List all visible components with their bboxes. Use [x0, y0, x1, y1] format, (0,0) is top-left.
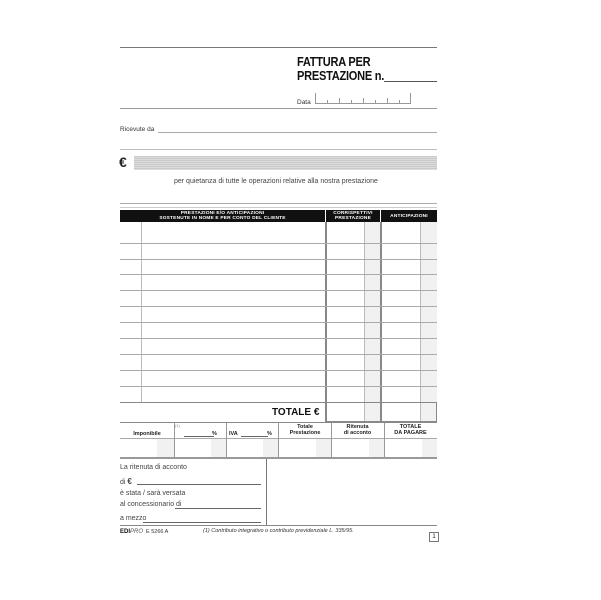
concessionario-field[interactable] — [175, 508, 261, 509]
receipt-note: per quietanza di tutte le operazioni relative alla nostra prestazione — [174, 178, 378, 185]
invoice-title-line2: PRESTAZIONE n. — [297, 68, 385, 83]
received-from-field-line2[interactable] — [120, 149, 437, 150]
section-divider-1 — [120, 203, 437, 204]
table-row[interactable] — [120, 386, 437, 387]
table-header-description: PRESTAZIONI E/O ANTICIPAZIONI SOSTENUTE IN NOME E PER CONTO DEL CLIENTE — [120, 210, 325, 222]
withholding-amount-field[interactable] — [137, 484, 261, 485]
table-row[interactable] — [120, 370, 437, 371]
withholding-line4: al concessionario di — [120, 501, 182, 508]
table-row[interactable] — [120, 290, 437, 291]
iva-field[interactable] — [227, 439, 278, 457]
table-header-corrispettivi: CORRISPETTIVI PRESTAZIONE — [326, 210, 380, 222]
invoice-title-line1: FATTURA PER — [297, 54, 371, 69]
table-row[interactable] — [120, 322, 437, 323]
table-row[interactable] — [120, 354, 437, 355]
contributo-ref: (1) — [175, 423, 180, 428]
a-mezzo-field[interactable] — [143, 522, 261, 523]
totale-pagare-field[interactable] — [385, 439, 437, 457]
footnote: (1) Contributo integrativo o contributo previdenziale L. 335/95. — [203, 528, 354, 534]
header-divider — [120, 108, 437, 109]
form-code: E 5266 A — [146, 529, 169, 535]
amount-field[interactable] — [134, 156, 437, 170]
withholding-amount-label: di € — [120, 477, 132, 486]
contributo-field[interactable] — [175, 439, 226, 457]
footer-rule — [120, 525, 437, 526]
table-row[interactable] — [120, 259, 437, 260]
table-row[interactable] — [120, 274, 437, 275]
withholding-line3: è stata / sarà versata — [120, 490, 186, 497]
withholding-line5: a mezzo — [120, 515, 147, 522]
brand-logo: EDIPRO — [120, 529, 144, 535]
received-from-field[interactable] — [158, 132, 437, 133]
percent-sign-2: % — [267, 431, 272, 437]
items-table — [120, 222, 437, 402]
ritenuta-label: Ritenuta di acconto — [343, 424, 372, 436]
date-label: Data — [297, 99, 311, 106]
imponibile-field[interactable] — [120, 439, 174, 457]
section-divider-2 — [120, 207, 437, 208]
ritenuta-field[interactable] — [332, 439, 384, 457]
euro-icon: € — [127, 477, 132, 486]
table-header-anticipazioni: ANTICIPAZIONI — [381, 210, 437, 222]
table-row[interactable] — [120, 338, 437, 339]
iva-label: IVA — [229, 431, 238, 437]
imponibile-label: Imponibile — [133, 431, 161, 437]
totale-prestazione-label: Totale Prestazione — [289, 424, 321, 436]
euro-icon: € — [119, 154, 127, 170]
contributo-percent-field[interactable] — [184, 436, 214, 437]
euro-icon: € — [313, 407, 320, 418]
date-field[interactable] — [315, 93, 411, 104]
totale-pagare-label: TOTALE DA PAGARE — [394, 424, 427, 436]
top-rule — [120, 47, 437, 48]
received-from-label: Ricevute da — [120, 126, 155, 133]
total-label-wrap: TOTALE € — [272, 407, 320, 418]
table-row[interactable] — [120, 243, 437, 244]
table-row[interactable] — [120, 306, 437, 307]
percent-sign-1: % — [212, 431, 217, 437]
page-number: 1 — [429, 532, 439, 542]
withholding-divider — [266, 459, 267, 525]
iva-percent-field[interactable] — [241, 436, 268, 437]
withholding-line1: La ritenuta di acconto — [120, 464, 187, 471]
totale-prestazione-field[interactable] — [279, 439, 331, 457]
invoice-number-field[interactable] — [384, 81, 437, 82]
